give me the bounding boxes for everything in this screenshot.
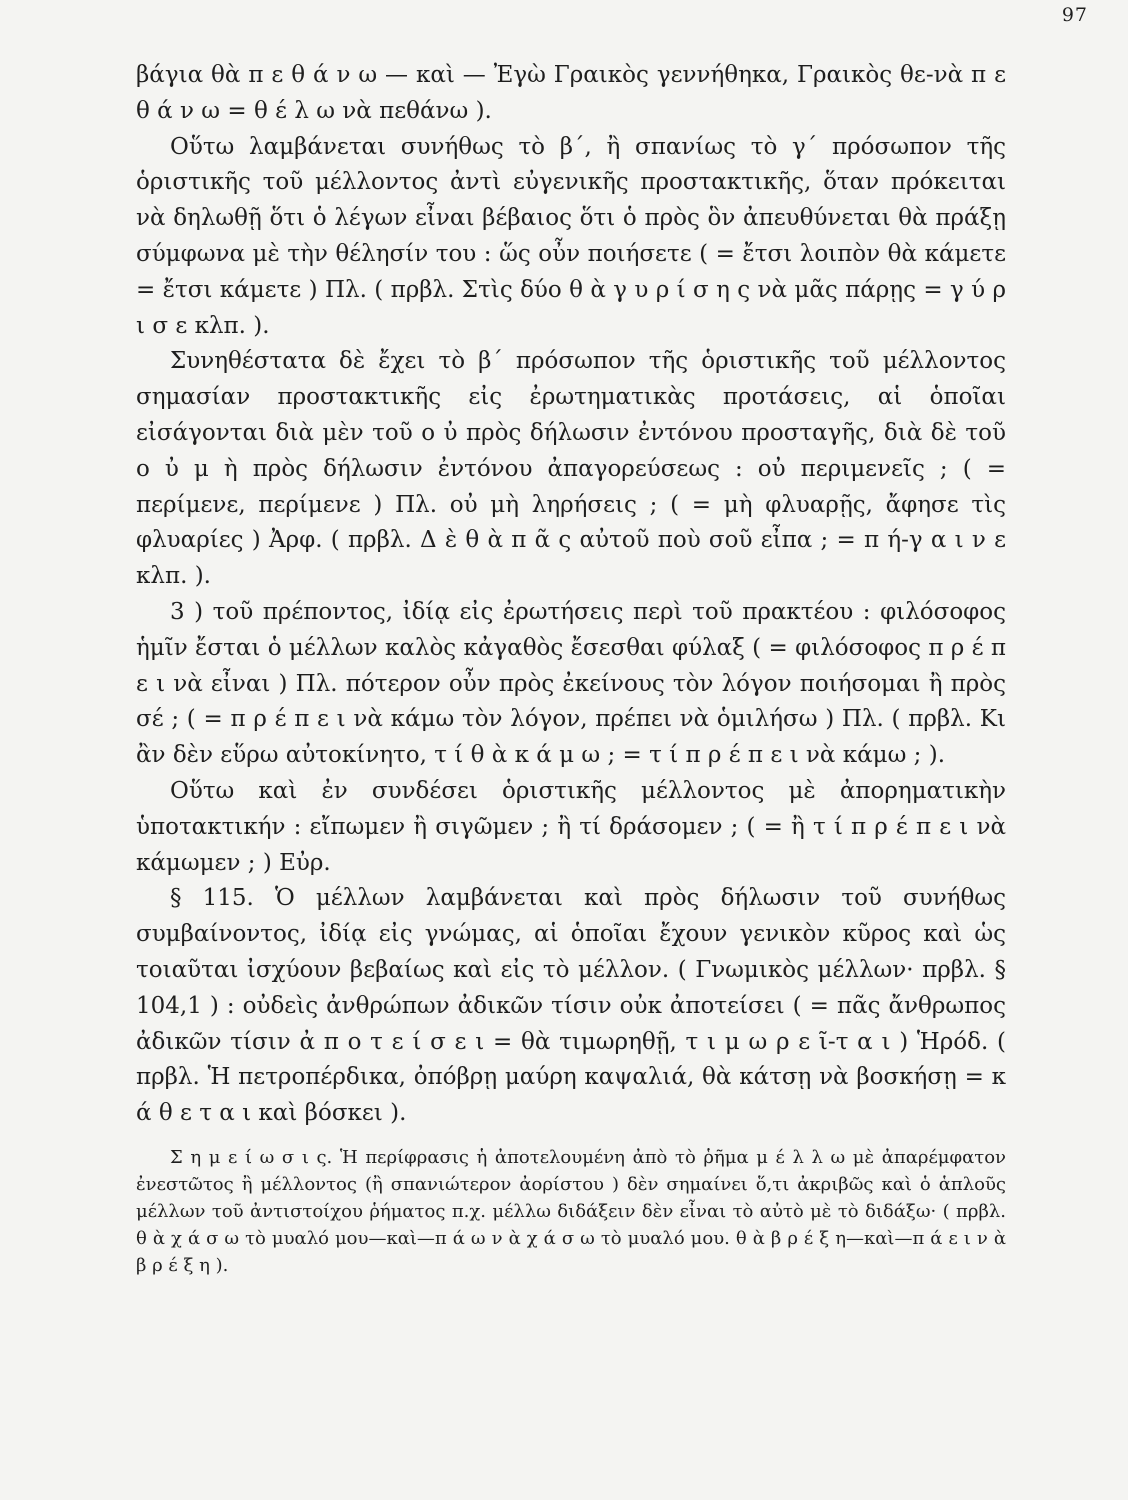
page-body: [136, 58, 1006, 1279]
paragraph-continuation: βάγια θὰ π ε θ ά ν ω — καὶ — Ἐγὼ Γραικὸς γεννήθηκα, Γραικὸς θε-νὰ π ε θ ά ν ω = θ έ λ ω νὰ πεθάνω ).: [136, 62, 1006, 124]
footnote-remark: Σ η μ ε ί ω σ ι ς. Ἡ περίφρασις ἡ ἀποτελουμένη ἀπὸ τὸ ῥῆμα μ έ λ λ ω μὲ ἀπαρέμφατον ἐνεστῶτος ἢ μέλλοντος (ἢ σπανιώτερον ἀορίστου ) δὲν σημαίνει ὅ,τι ἀκριβῶς καὶ ὁ ἁπλοῦς μέλλων τοῦ ἀντιστοίχου ῥήματος π.χ. μέλλω διδάξειν δὲν εἶναι τὸ αὐτὸ μὲ τὸ διδάξω· ( πρβλ. θ ὰ χ ά σ ω τὸ μυαλό μου—καὶ—π ά ω ν ὰ χ ά σ ω τὸ μυαλό μου. θ ὰ β ρ έ ξ η—καὶ—π ά ε ι ν ὰ β ρ έ ξ η ).: [136, 1146, 1006, 1276]
paragraph-second-person: Οὕτω λαμβάνεται συνήθως τὸ β΄, ἢ σπανίως τὸ γ΄ πρόσωπον τῆς ὁριστικῆς τοῦ μέλλοντος ἀντὶ εὐγενικῆς προστακτικῆς, ὅταν πρόκειται νὰ δηλωθῇ ὅτι ὁ λέγων εἶναι βέβαιος ὅτι ὁ πρὸς ὃν ἀπευθύνεται θὰ πράξῃ σύμφωνα μὲ τὴν θέλησίν του : ὥς οὖν ποιήσετε ( = ἔτσι λοιπὸν θὰ κάμετε = ἔτσι κάμετε ) Πλ. ( πρβλ. Στὶς δύο θ ὰ γ υ ρ ί σ η ς νὰ μᾶς πάρῃς = γ ύ ρ ι σ ε κλπ. ).: [136, 133, 1006, 339]
paragraph-section-115: § 115. Ὁ μέλλων λαμβάνεται καὶ πρὸς δήλωσιν τοῦ συνήθως συμβαίνοντος, ἰδίᾳ εἰς γνώμας, αἱ ὁποῖαι ἔχουν γενικὸν κῦρος καὶ ὡς τοιαῦται ἰσχύουν βεβαίως καὶ εἰς τὸ μέλλον. ( Γνωμικὸς μέλλων· πρβλ. § 104,1 ) : οὐδεὶς ἀνθρώπων ἀδικῶν τίσιν οὐκ ἀποτείσει ( = πᾶς ἄνθρωπος ἀδικῶν τίσιν ἀ π ο τ ε ί σ ε ι = θὰ τιμωρηθῇ, τ ι μ ω ρ ε ῖ-τ α ι ) Ἡρόδ. ( πρβλ. Ἡ πετροπέρδικα, ὀπόβρῃ μαύρη καψαλιά, θὰ κάτσῃ νὰ βοσκήσῃ = κ ά θ ε τ α ι καὶ βόσκει ).: [136, 885, 1006, 1127]
paragraph-prepontos: 3 ) τοῦ πρέποντος, ἰδίᾳ εἰς ἐρωτήσεις περὶ τοῦ πρακτέου : φιλόσοφος ἡμῖν ἔσται ὁ μέλλων καλὸς κἀγαθὸς ἔσεσθαι φύλαξ ( = φιλόσοφος π ρ έ π ε ι νὰ εἶναι ) Πλ. πότερον οὖν πρὸς ἐκείνους τὸν λόγον ποιήσομαι ἢ πρὸς σέ ; ( = π ρ έ π ε ι νὰ κάμω τὸν λόγον, πρέπει νὰ ὁμιλήσω ) Πλ. ( πρβλ. Κι ἂν δὲν εὕρω αὐτοκίνητο, τ ί θ ὰ κ ά μ ω ; = τ ί π ρ έ π ε ι νὰ κάμω ; ).: [136, 598, 1006, 769]
page-number: 97: [1061, 4, 1088, 26]
paragraph-interrogative: Συνηθέστατα δὲ ἔχει τὸ β΄ πρόσωπον τῆς ὁριστικῆς τοῦ μέλλοντος σημασίαν προστακτικῆς εἰς ἐρωτηματικὰς προτάσεις, αἱ ὁποῖαι εἰσάγονται διὰ μὲν τοῦ ο ὐ πρὸς δήλωσιν ἐντόνου προσταγῆς, διὰ δὲ τοῦ ο ὐ μ ὴ πρὸς δήλωσιν ἐντόνου ἀπαγορεύσεως : οὐ περιμενεῖς ; ( = περίμενε, περίμενε ) Πλ. οὐ μὴ ληρήσεις ; ( = μὴ φλυαρῇς, ἄφησε τὶς φλυαρίες ) Ἀρφ. ( πρβλ. Δ ὲ θ ὰ π ᾶ ς αὐτοῦ ποὺ σοῦ εἶπα ; = π ή-γ α ι ν ε κλπ. ).: [136, 348, 1006, 590]
paragraph-subjunctive: Οὕτω καὶ ἐν συνδέσει ὁριστικῆς μέλλοντος μὲ ἀπορηματικὴν ὑποτακτικήν : εἴπωμεν ἢ σιγῶμεν ; ἢ τί δράσομεν ; ( = ἢ τ ί π ρ έ π ε ι νὰ κάμωμεν ; ) Εὐρ.: [136, 777, 1006, 876]
